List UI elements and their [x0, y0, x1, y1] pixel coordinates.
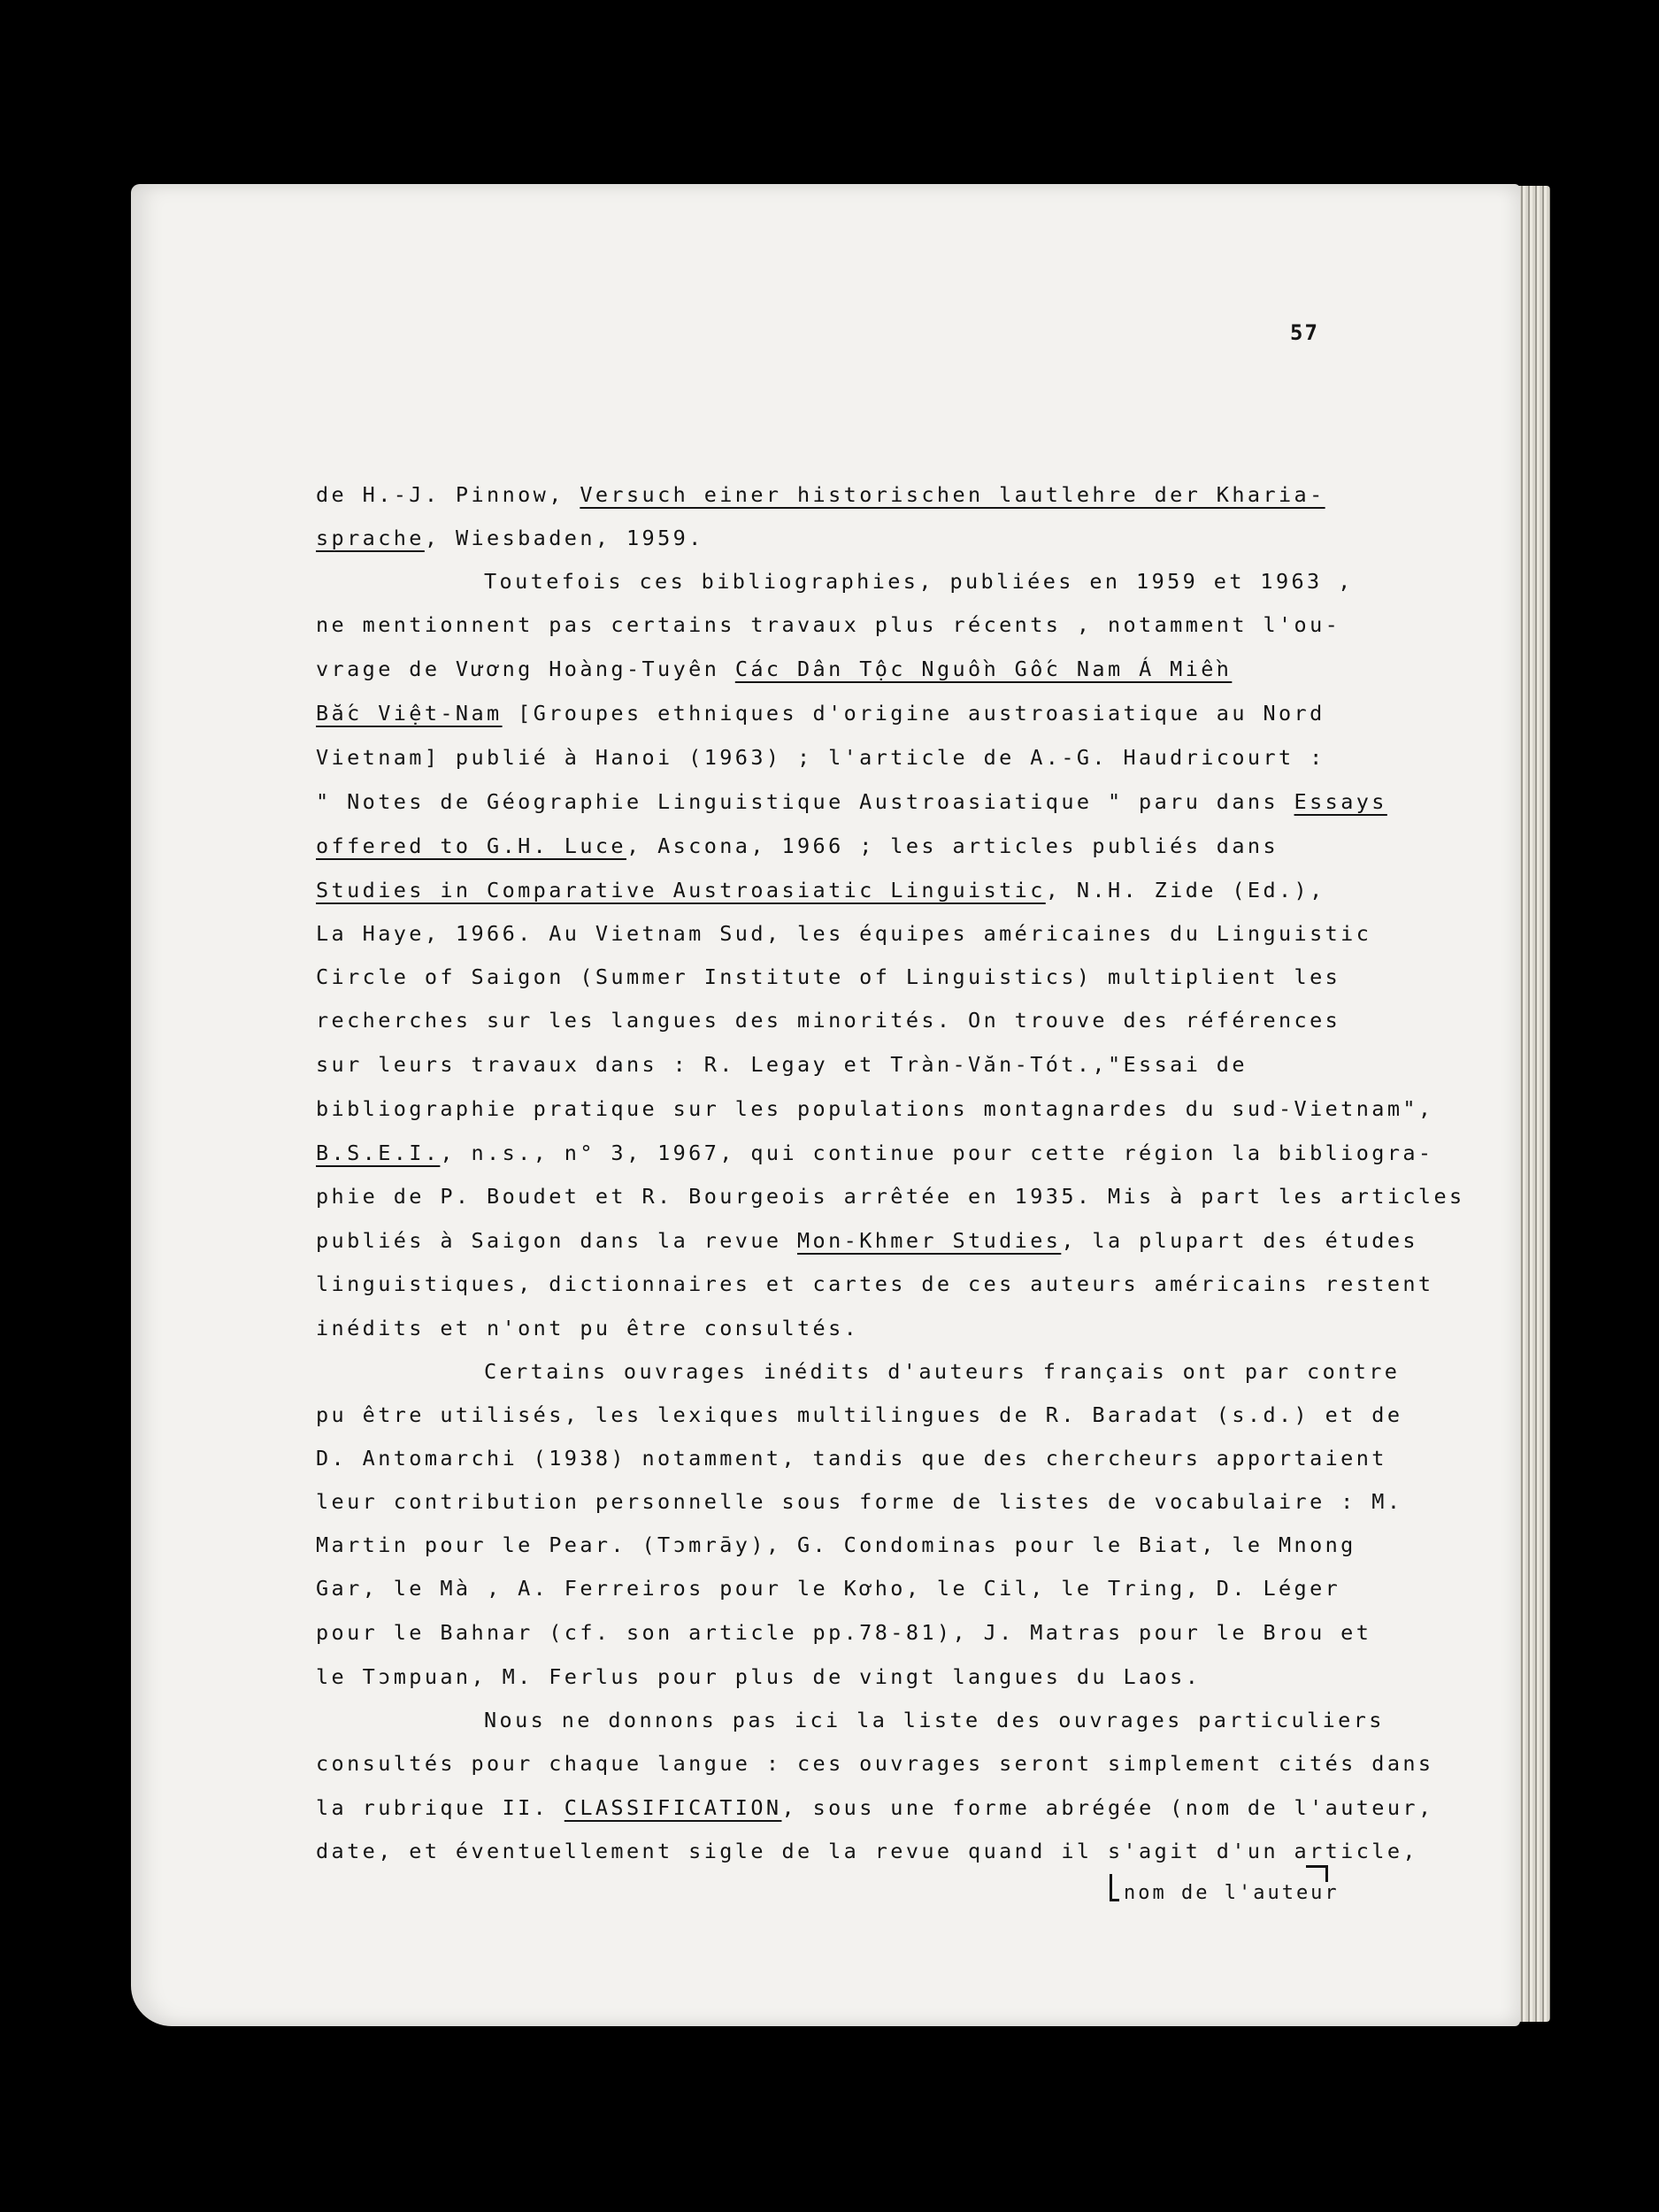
text-line: Bắc Việt-Nam [Groupes ethniques d'origine austroasiatique au Nord [316, 701, 1325, 726]
text-line: Studies in Comparative Austroasiatic Linguistic, N.H. Zide (Ed.), [316, 878, 1325, 902]
text-line: Certains ouvrages inédits d'auteurs français ont par contre [484, 1359, 1401, 1384]
text-line: Circle of Saigon (Summer Institute of Linguistics) multiplient les [316, 964, 1341, 989]
text-line: Martin pour le Pear. (Tɔmrāy), G. Condominas pour le Biat, le Mnong [316, 1532, 1356, 1557]
text-line: date, et éventuellement sigle de la revue quand il s'agit d'un article, [316, 1839, 1418, 1863]
text-line: consultés pour chaque langue : ces ouvrages seront simplement cités dans [316, 1751, 1434, 1776]
handwritten-insertion: nom de l'auteur [1124, 1882, 1340, 1904]
text-line: vrage de Vương Hoàng-Tuyên Các Dân Tộc Nguồn Gốc Nam Á Miền [316, 657, 1233, 681]
text-line: le Tɔmpuan, M. Ferlus pour plus de vingt langues du Laos. [316, 1664, 1202, 1689]
text-line: de H.-J. Pinnow, Versuch einer historischen lautlehre der Kharia- [316, 482, 1325, 507]
insertion-mark-arrow [1110, 1874, 1119, 1901]
text-line: La Haye, 1966. Au Vietnam Sud, les équipes américaines du Linguistic [316, 921, 1372, 946]
text-line: sur leurs travaux dans : R. Legay et Tràn-Văn-Tót.,"Essai de [316, 1052, 1248, 1077]
text-line: sprache, Wiesbaden, 1959. [316, 526, 704, 550]
text-line: Vietnam] publié à Hanoi (1963) ; l'article de A.-G. Haudricourt : [316, 745, 1325, 770]
text-line: D. Antomarchi (1938) notamment, tandis que des chercheurs apportaient [316, 1446, 1387, 1471]
text-line: publiés à Saigon dans la revue Mon-Khmer Studies, la plupart des études [316, 1228, 1418, 1253]
text-line: phie de P. Boudet et R. Bourgeois arrêtée en 1935. Mis à part les articles [316, 1184, 1465, 1209]
text-line: pour le Bahnar (cf. son article pp.78-81), J. Matras pour le Brou et [316, 1620, 1372, 1645]
text-line: " Notes de Géographie Linguistique Austroasiatique " paru dans Essays [316, 789, 1387, 814]
text-line: linguistiques, dictionnaires et cartes de ces auteurs américains restent [316, 1271, 1434, 1296]
text-line: ne mentionnent pas certains travaux plus récents , notamment l'ou- [316, 612, 1341, 637]
text-line: B.S.E.I., n.s., n° 3, 1967, qui continue pour cette région la bibliogra- [316, 1141, 1434, 1165]
text-line: leur contribution personnelle sous forme de listes de vocabulaire : M. [316, 1489, 1403, 1514]
text-line: Nous ne donnons pas ici la liste des ouvrages particuliers [484, 1708, 1385, 1732]
text-line: recherches sur les langues des minorités. On trouve des références [316, 1008, 1341, 1033]
text-line: Toutefois ces bibliographies, publiées en 1959 et 1963 , [484, 569, 1354, 594]
insertion-mark-top [1306, 1865, 1328, 1882]
text-line: Gar, le Mà , A. Ferreiros pour le Kơho, le Cil, le Tring, D. Léger [316, 1576, 1341, 1601]
text-line: inédits et n'ont pu être consultés. [316, 1316, 860, 1340]
text-line: pu être utilisés, les lexiques multilingues de R. Baradat (s.d.) et de [316, 1402, 1403, 1427]
text-line: offered to G.H. Luce, Ascona, 1966 ; les articles publiés dans [316, 833, 1279, 858]
page-number: 57 [1290, 320, 1319, 345]
text-line: la rubrique II. CLASSIFICATION, sous une forme abrégée (nom de l'auteur, [316, 1795, 1434, 1820]
text-line: bibliographie pratique sur les populations montagnardes du sud-Vietnam", [316, 1096, 1434, 1121]
